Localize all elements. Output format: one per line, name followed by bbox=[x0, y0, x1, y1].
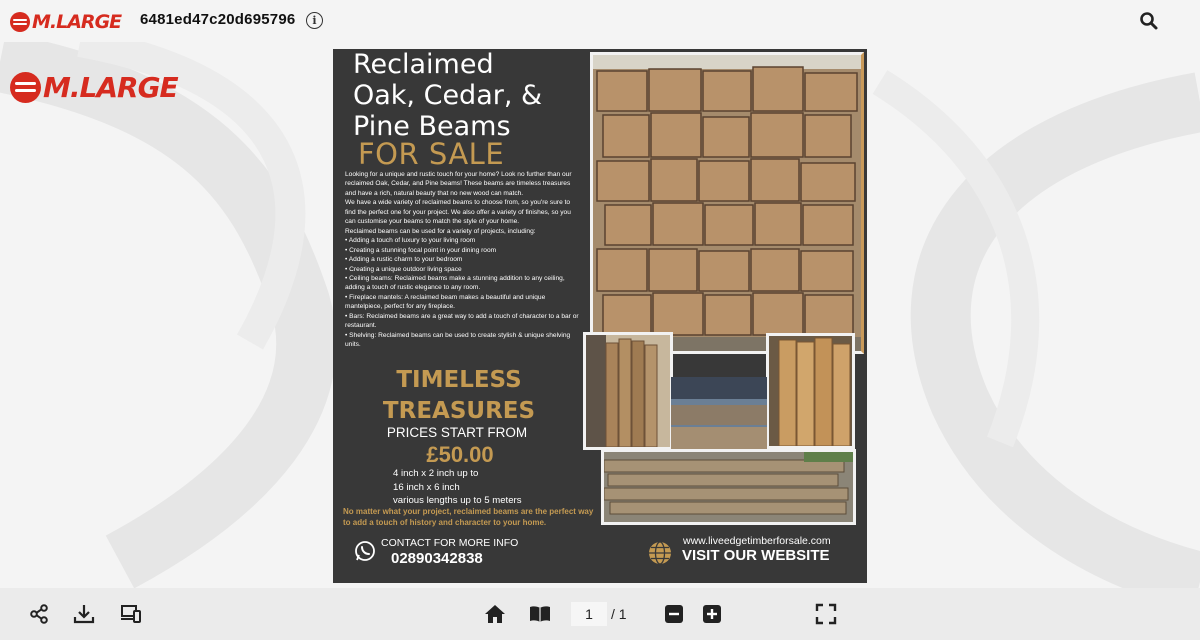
brand-logo[interactable] bbox=[10, 10, 132, 34]
document-id: 6481ed47c20d695796 bbox=[140, 11, 296, 28]
prices-label: PRICES START FROM bbox=[386, 425, 528, 440]
top-bar bbox=[0, 0, 1200, 42]
body-bullet: • Adding a touch of luxury to your living room bbox=[345, 237, 476, 245]
body-bullet: • Shelving: Reclaimed beams can be used to create stylish & unique shelving units. bbox=[345, 331, 571, 349]
share-icon[interactable] bbox=[28, 603, 50, 625]
search-icon[interactable] bbox=[1139, 11, 1159, 31]
for-sale-heading: FOR SALE bbox=[358, 137, 505, 171]
contact-label: CONTACT FOR MORE INFO bbox=[381, 537, 519, 549]
beam-stack-photo bbox=[590, 52, 864, 354]
logo-mark-icon bbox=[10, 12, 30, 32]
body-paragraph: Looking for a unique and rustic touch for your home? Look no further than our reclaimed Oak, Cedar, and Pine beams! These beams are timeless treasures and have a rich, natural beauty that no new wood can match. bbox=[345, 171, 572, 197]
timber-yard-photo bbox=[671, 377, 767, 449]
info-icon[interactable]: i bbox=[306, 12, 323, 29]
body-bullet: • Bars: Reclaimed beams are a great way to add a touch of character to a bar or restaurant. bbox=[345, 312, 579, 330]
logo-mark-icon bbox=[10, 72, 41, 103]
body-bullet: • Adding a rustic charm to your bedroom bbox=[345, 256, 463, 264]
flyer-title bbox=[353, 49, 593, 142]
phone-number: 02890342838 bbox=[391, 550, 483, 567]
body-bullet: • Creating a stunning focal point in your dining room bbox=[345, 246, 497, 254]
visit-website-label: VISIT OUR WEBSITE bbox=[682, 547, 830, 564]
body-bullet: • Fireplace mantels: A reclaimed beam makes a beautiful and unique mantelpiece, perfect for any fireplace. bbox=[345, 293, 546, 311]
book-icon[interactable] bbox=[529, 603, 551, 625]
flyer-title-line: Reclaimed bbox=[353, 49, 494, 80]
size-line: 16 inch x 6 inch bbox=[393, 481, 460, 493]
home-icon[interactable] bbox=[484, 603, 506, 625]
page-total: / 1 bbox=[611, 606, 627, 622]
body-bullet: • Creating a unique outdoor living space bbox=[345, 265, 462, 273]
size-line: various lengths up to 5 meters bbox=[393, 495, 522, 506]
long-planks-photo bbox=[766, 333, 855, 449]
document-page bbox=[333, 49, 867, 583]
planks-photo bbox=[583, 332, 673, 450]
zoom-out-icon[interactable] bbox=[663, 603, 685, 625]
devices-icon[interactable] bbox=[120, 603, 142, 625]
whatsapp-icon bbox=[354, 540, 376, 562]
headline-timeless: TIMELESS bbox=[396, 367, 522, 393]
price: £50.00 bbox=[426, 442, 494, 467]
sizes-list bbox=[393, 467, 522, 508]
zoom-in-icon[interactable] bbox=[701, 603, 723, 625]
page-number-input[interactable] bbox=[571, 602, 607, 626]
body-paragraph: We have a wide variety of reclaimed beams to choose from, so you're sure to find the perfect one for your project. We also offer a variety of finishes, so you can customise your beams to match the style of your home. bbox=[345, 199, 571, 226]
headline-treasures: TREASURES bbox=[382, 398, 536, 424]
beam-pile-photo bbox=[601, 449, 856, 525]
flyer-title-line: Pine Beams bbox=[353, 111, 511, 142]
body-bullet: • Ceiling beams: Reclaimed beams make a stunning addition to any ceiling, adding a touch of rustic elegance to any room. bbox=[345, 274, 565, 292]
globe-icon bbox=[648, 541, 672, 565]
bottom-toolbar bbox=[0, 588, 1200, 640]
brand-name: M.LARGE bbox=[32, 11, 122, 33]
closing-text: No matter what your project, reclaimed beams are the perfect way to add a touch of history and character to your home. bbox=[343, 507, 594, 527]
download-icon[interactable] bbox=[73, 603, 95, 625]
size-line: 4 inch x 2 inch up to bbox=[393, 468, 479, 479]
flyer-body-text bbox=[345, 170, 581, 350]
brand-watermark-logo bbox=[10, 71, 192, 103]
fullscreen-icon[interactable] bbox=[815, 603, 837, 625]
website-url: www.liveedgetimberforsale.com bbox=[683, 535, 831, 547]
body-paragraph: Reclaimed beams can be used for a variety of projects, including: bbox=[345, 227, 536, 235]
brand-watermark-name: M.LARGE bbox=[43, 70, 178, 104]
flyer-title-line: Oak, Cedar, & bbox=[353, 80, 543, 111]
